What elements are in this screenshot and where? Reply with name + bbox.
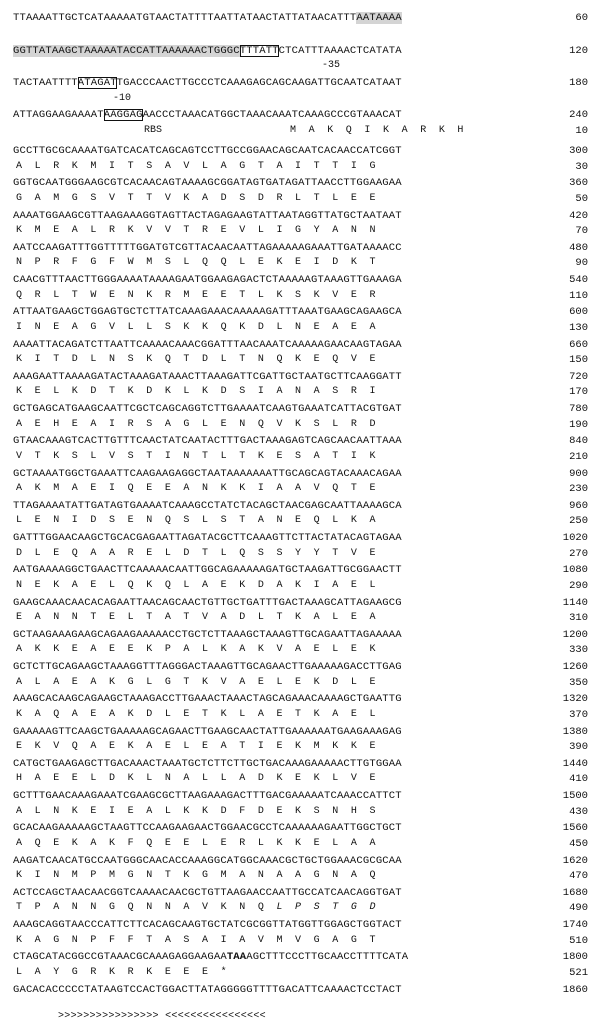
position-number: 900 bbox=[569, 467, 588, 480]
nucleotide-line: GTAACAAAGTCACTTGTTTCAACTATCAATACTTTGACTAAAGAGTCAGCAACAATTAAA bbox=[13, 435, 402, 448]
position-number: 450 bbox=[569, 837, 588, 850]
protein-line: I N E A G V L L S K K Q K D L N E A E A bbox=[16, 321, 376, 333]
nucleotide-line: ACTCCAGCTAACAACGGTCAAAACAACGCTGTTAAGAACCAATTGCCATCAACAGGTGAT bbox=[13, 886, 402, 899]
protein-line: K E L K D T K D K L K D S I A N A S R I bbox=[16, 386, 376, 398]
position-number: 490 bbox=[569, 902, 588, 915]
position-number: 370 bbox=[569, 708, 588, 721]
sequence-box-segment: AAGGAG bbox=[103, 109, 143, 121]
position-number: 960 bbox=[569, 499, 588, 512]
position-number: 210 bbox=[569, 450, 588, 463]
position-number: 310 bbox=[569, 612, 588, 624]
position-number: 330 bbox=[569, 644, 588, 657]
nucleotide-line: GCTAAAATGGCTGAAATTCAAGAAGAGGCTAATAAAAAAATTGCAGCAGTACAAACAGAA bbox=[13, 467, 402, 480]
rbs-label: RBS bbox=[144, 125, 163, 136]
sequence-box-segment: TTTATT bbox=[239, 45, 279, 57]
position-number: 1860 bbox=[562, 983, 588, 996]
sequence-segment: CTCATTTAAAACTCATATA bbox=[278, 45, 402, 57]
protein-line: A K M A E I Q E E A N K K I A A V Q T E bbox=[16, 483, 376, 494]
nucleotide-line: AAAATTACAGATCTTAATTCAAAACAAACGGATTTAACAAATCAAAAAGAACAAGTAGAA bbox=[13, 338, 402, 351]
protein-line: N E K A E L Q K Q L A E K D A K I A E L bbox=[16, 579, 376, 591]
protein-line: A K K E A E E K P A L K A K V A E L E K bbox=[16, 644, 376, 656]
position-number: 1380 bbox=[562, 725, 588, 738]
sequence-segment: ATTAGGAAGAAAAT bbox=[13, 109, 104, 121]
nucleotide-line: AAAATGGAAGCGTTAAGAAAGGTAGTTACTAGAGAAGTATTAATAGGTTATGCTAATAAT bbox=[13, 209, 402, 222]
protein-line: E K V Q A E K A E L E A T I E K M K K E bbox=[16, 741, 376, 752]
position-number: 470 bbox=[569, 870, 588, 882]
position-number: 840 bbox=[569, 435, 588, 448]
nucleotide-line: TTAGAAAATATTGATAGTGAAAATCAAAGCCTATCTACAGCTAACGAGCAATTAAAAGCA bbox=[13, 499, 402, 512]
position-number: 1200 bbox=[562, 628, 588, 641]
nucleotide-line: AAGATCAACATGCCAATGGGCAACACCAAAGGCATGGCAAACGCTGCTGGAAACGCGCAA bbox=[13, 854, 402, 867]
sequence-box-segment: ATAGAT bbox=[77, 77, 117, 89]
terminator-arrows: >>>>>>>>>>>>>>>> <<<<<<<<<<<<<<<< bbox=[58, 1011, 266, 1022]
position-number: 420 bbox=[569, 209, 588, 222]
nucleotide-line bbox=[13, 109, 402, 121]
position-number: 170 bbox=[569, 386, 588, 399]
position-number: 390 bbox=[569, 741, 588, 753]
position-number: 60 bbox=[575, 12, 588, 24]
nucleotide-line: AATGAAAAGGCTGAACTTCAAAAACAATTGGCAGAAAAAGATGCTAAGATTGCGGAACTT bbox=[13, 564, 402, 577]
position-number: 120 bbox=[569, 45, 588, 57]
lpxtg-motif: L P S T G D bbox=[276, 902, 376, 914]
position-number: 1620 bbox=[562, 854, 588, 867]
sequence-hl-segment: GGTTATAAGCTAAAAATACCATTAAAAAACTGGGC bbox=[13, 45, 240, 57]
nucleotide-line: GCTTTGAACAAAGAAATCGAAGCGCTTAAGAAAGACTTTGACGAAAAATCAAACCATTCT bbox=[13, 790, 402, 802]
position-number: 1140 bbox=[562, 596, 588, 609]
nucleotide-line: AAAGCACAAGCAGAAGCTAAAGACCTTGAAACTAAACTAGCAGAAACAAAAGCTGAATTG bbox=[13, 693, 402, 706]
position-number: 540 bbox=[569, 274, 588, 286]
position-number: 521 bbox=[569, 966, 588, 979]
nucleotide-line: GCCTTGCGCAAAATGATCACATCAGCAGTCCTTGCCGGAACAGCAATCACAACCATCGGT bbox=[13, 145, 402, 157]
nucleotide-line bbox=[13, 77, 402, 89]
protein-line: A Q E K A K F Q E E L E R L K K E L A A bbox=[16, 837, 376, 849]
sequence-bold-segment: TAA bbox=[226, 951, 247, 964]
sequence-segment: TGACCCAACTTGCCCTCAAAGAGCAGCAAGATTGCAATCATAAT bbox=[116, 77, 402, 89]
protein-line: K A G N P F F T A S A I A V M V G A G T bbox=[16, 934, 376, 946]
position-number: 350 bbox=[569, 676, 588, 689]
position-number: 1560 bbox=[562, 822, 588, 835]
position-number: 110 bbox=[569, 289, 588, 302]
nucleotide-line: GCTCTTGCAGAAGCTAAAGGTTTAGGGACTAAAGTTGCAGAACTTGAAAAAGACCTTGAG bbox=[13, 661, 402, 673]
protein-line: N P R F G F W M S L Q Q L E K E I D K T bbox=[16, 257, 376, 269]
position-number: 1080 bbox=[562, 564, 588, 577]
nucleotide-line: CATGCTGAAGAGCTTGACAAACTAAATGCTCTTCTTGCTGACAAAGAAAAACTTGTGGAA bbox=[13, 757, 402, 770]
position-number: 130 bbox=[569, 321, 588, 334]
sequence-segment: TACTAATTTT bbox=[13, 77, 78, 89]
position-number: 1260 bbox=[562, 661, 588, 673]
protein-line: A L N K E I E A L K K D F D E K S N H S bbox=[16, 805, 376, 817]
nucleotide-line: GCTAAGAAAGAAGCAGAAGAAAAACCTGCTCTTAAAGCTAAAGTTGCAGAATTAGAAAAA bbox=[13, 628, 402, 641]
protein-line: M A K Q I K A R K H bbox=[290, 124, 464, 136]
protein-line: G A M G S V T T V K A D S D R L T L E E bbox=[16, 192, 376, 204]
position-number: 720 bbox=[569, 370, 588, 383]
protein-line: K I T D L N S K Q T D L T N Q K E Q V E bbox=[16, 354, 376, 365]
sequence-segment: CTAGCATACGGCCGTAAACGCAAAGAGGAAGAA bbox=[13, 951, 227, 964]
nucleotide-line: GAAGCAAACAACACAGAATTAACAGCAACTGTTGCTGATTTGACTAAAGCATTAGAAGCG bbox=[13, 596, 402, 609]
position-number: 410 bbox=[569, 773, 588, 786]
position-number: 1740 bbox=[562, 919, 588, 931]
position-number: 10 bbox=[575, 124, 588, 137]
nucleotide-line: AAAGAATTAAAAGATACTAAAGATAAACTTAAAGATTCGATTGCTAATGCTTCAAGGATT bbox=[13, 370, 402, 383]
position-number: 190 bbox=[569, 418, 588, 431]
nucleotide-line: GAAAAAGTTCAAGCTGAAAAAGCAGAACTTGAAGCAACTATTGAAAAAATGAAGAAAGAG bbox=[13, 725, 402, 738]
position-number: 240 bbox=[569, 109, 588, 121]
position-number: 660 bbox=[569, 338, 588, 351]
nucleotide-line: ATTAATGAAGCTGGAGTGCTCTTATCAAAGAAACAAAAAGATTTAAATGAAGCAGAAGCA bbox=[13, 306, 402, 319]
minus35-label: -35 bbox=[322, 60, 341, 71]
sequence-segment: T P A N N G Q N N A V K N Q bbox=[16, 902, 277, 914]
position-number: 50 bbox=[575, 192, 588, 205]
nucleotide-line: GCTGAGCATGAAGCAATTCGCTCAGCAGGTCTTGAAAATCAAGTGAAATCATTACGTGAT bbox=[13, 403, 402, 415]
protein-line: V T K S L V S T I N T L T K E S A T I K bbox=[16, 450, 376, 462]
position-number: 430 bbox=[569, 805, 588, 818]
position-number: 1020 bbox=[562, 532, 588, 544]
position-number: 300 bbox=[569, 145, 588, 157]
sequence-segment: AACCCTAAACATGGCTAAACAAATCAAAGCCCGTAAACAT bbox=[142, 109, 402, 121]
protein-line: K I N M P M G N T K G M A N A A G N A Q bbox=[16, 870, 376, 881]
protein-line: K M E A L R K V V T R E V L I G Y A N N bbox=[16, 225, 376, 236]
nucleotide-line bbox=[13, 45, 402, 57]
position-number: 360 bbox=[569, 177, 588, 190]
nucleotide-line: AATCCAAGATTTGGTTTTTGGATGTCGTTACAACAATTAGAAAAAGAAATTGATAAAACC bbox=[13, 241, 402, 254]
nucleotide-line: GATTTGGAACAAGCTGCACGAGAATTAGATACGCTTCAAAGTTCTTACTATACAGTAGAA bbox=[13, 532, 402, 544]
nucleotide-line: AAAGCAGGTAACCCATTCTTCACAGCAAGTGCTATCGCGGTTATGGTTGGAGCTGGTACT bbox=[13, 919, 402, 931]
protein-line: A E H E A I R S A G L E N Q V K S L R D bbox=[16, 418, 376, 430]
protein-line: D L E Q A A R E L D T L Q S S Y Y T V E bbox=[16, 547, 376, 559]
nucleotide-line bbox=[13, 951, 408, 963]
protein-line: A L A E A K G L G T K V A E L E K D L E bbox=[16, 676, 376, 688]
position-number: 90 bbox=[575, 257, 588, 270]
position-number: 230 bbox=[569, 483, 588, 495]
nucleotide-line: GCACAAGAAAAAGCTAAGTTCCAAGAAGAACTGGAACGCCTCAAAAAAGAATTGGCTGCT bbox=[13, 822, 402, 835]
protein-line: L E N I D S E N Q S L S T A N E Q L K A bbox=[16, 515, 376, 527]
position-number: 150 bbox=[569, 354, 588, 366]
sequence-hl-segment: AATAAAA bbox=[356, 12, 402, 24]
position-number: 1500 bbox=[562, 790, 588, 802]
position-number: 270 bbox=[569, 547, 588, 560]
position-number: 70 bbox=[575, 225, 588, 237]
position-number: 780 bbox=[569, 403, 588, 415]
protein-line: L A Y G R K R K E E E * bbox=[16, 966, 227, 978]
protein-line: K A Q A E A K D L E T K L A E T K A E L bbox=[16, 708, 376, 720]
position-number: 600 bbox=[569, 306, 588, 319]
protein-line: A L R K M I T S A V L A G T A I T T I G bbox=[16, 160, 376, 172]
sequence-segment: TTAAAATTGCTCATAAAAATGTAACTATTTTAATTATAACTATTATAACATTT bbox=[13, 12, 357, 24]
nucleotide-line: CAACGTTTAACTTGGGAAAATAAAAGAATGGAAGAGACTCTAAAAAGTAAAGTTGAAAGA bbox=[13, 274, 402, 286]
position-number: 1320 bbox=[562, 693, 588, 706]
position-number: 510 bbox=[569, 934, 588, 947]
position-number: 290 bbox=[569, 579, 588, 592]
sequence-segment: AGCTTTCCCTTGCAACCTTTTCATA bbox=[246, 951, 409, 964]
position-number: 1680 bbox=[562, 886, 588, 899]
position-number: 180 bbox=[569, 77, 588, 89]
position-number: 480 bbox=[569, 241, 588, 254]
nucleotide-line: GGTGCAATGGGAAGCGTCACAACAGTAAAAGCGGATAGTGATAGATTAACCTTGGAAGAA bbox=[13, 177, 402, 190]
position-number: 30 bbox=[575, 160, 588, 173]
minus10-label: -10 bbox=[113, 93, 132, 104]
protein-line: H A E E L D K L N A L L A D K E K L V E bbox=[16, 773, 376, 785]
nucleotide-line: GACACACCCCCTATAAGTCCACTGGACTTATAGGGGGTTTTGACATTCAAAACTCCTACT bbox=[13, 983, 402, 996]
protein-line: E A N N T E L T A T V A D L T K A L E A bbox=[16, 612, 376, 623]
protein-line bbox=[16, 902, 376, 913]
nucleotide-line bbox=[13, 12, 402, 24]
position-number: 1800 bbox=[562, 951, 588, 964]
protein-line: Q R L T W E N K R M E E T L K S K V E R bbox=[16, 289, 376, 301]
position-number: 250 bbox=[569, 515, 588, 528]
position-number: 1440 bbox=[562, 757, 588, 770]
